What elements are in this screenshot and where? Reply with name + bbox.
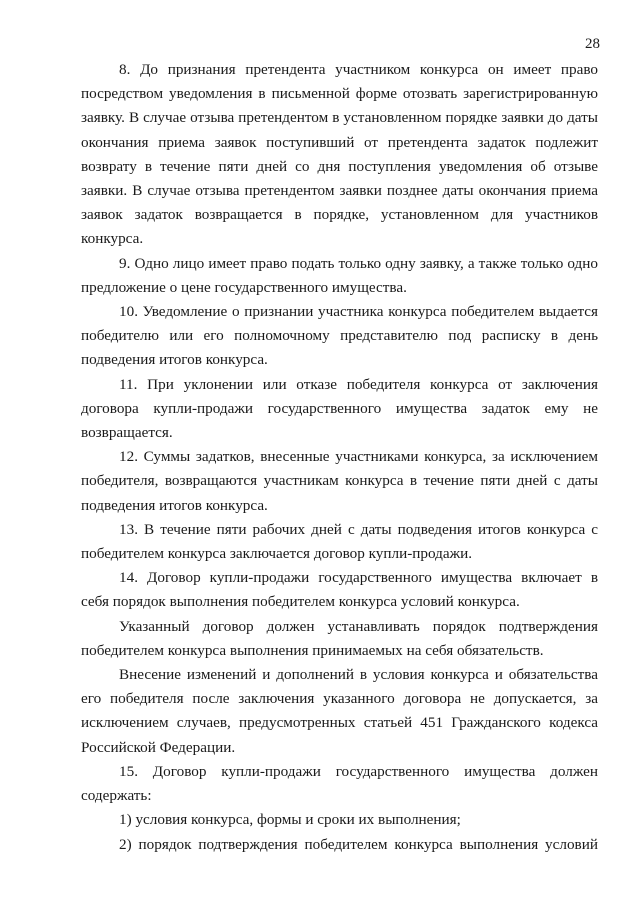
paragraph-11: 11. При уклонении или отказе победителя конкурса от заключения договора купли-продажи государственного имущества задаток ему не возвращается. <box>81 375 598 442</box>
paragraph-8: 8. До признания претендента участником конкурса он имеет право посредством уведомления в письменной форме отозвать зарегистрированную заявку. В случае отзыва претендентом в установленном порядке заявки до даты окончания приема заявок поступивший от претендента задаток подлежит возврату в течение пяти дней со дня поступления уведомления об отзыве заявки. В случае отзыва претендентом заявки позднее даты окончания приема заявок задаток возвращается в порядке, установленном для участников конкурса. <box>81 61 598 248</box>
paragraph-13: 13. В течение пяти рабочих дней с даты подведения итогов конкурса с победителем конкурса заключается договор купли-продажи. <box>81 520 598 563</box>
paragraph-9: 9. Одно лицо имеет право подать только одну заявку, а также только одно предложение о цене государственного имущества. <box>81 254 598 296</box>
paragraph-12: 12. Суммы задатков, внесенные участниками конкурса, за исключением победителя, возвращаются участникам конкурса в течение пяти дней с даты подведения итогов конкурса. <box>81 448 598 514</box>
paragraph-14-amendments: Внесение изменений и дополнений в условия конкурса и обязательства его победителя после заключения указанного договора не допускается, за исключением случаев, предусмотренных статьей 451 Гражданского кодекса Российской Федерации. <box>81 666 598 756</box>
paragraph-14-contract: Указанный договор должен устанавливать порядок подтверждения победителем конкурса выполнения принимаемых на себя обязательств. <box>81 617 598 659</box>
list-item-2: 2) порядок подтверждения победителем конкурса выполнения условий <box>119 835 598 853</box>
document-body <box>81 58 598 857</box>
paragraph-14: 14. Договор купли-продажи государственного имущества включает в себя порядок выполнения победителем конкурса условий конкурса. <box>81 569 598 611</box>
paragraph-15: 15. Договор купли-продажи государственного имущества должен содержать: <box>81 762 598 805</box>
page-number: 28 <box>585 36 600 52</box>
paragraph-10: 10. Уведомление о признании участника конкурса победителем выдается победителю или его полномочному представителю под расписку в день подведения итогов конкурса. <box>81 303 598 369</box>
list-item-1: 1) условия конкурса, формы и сроки их выполнения; <box>119 811 461 829</box>
